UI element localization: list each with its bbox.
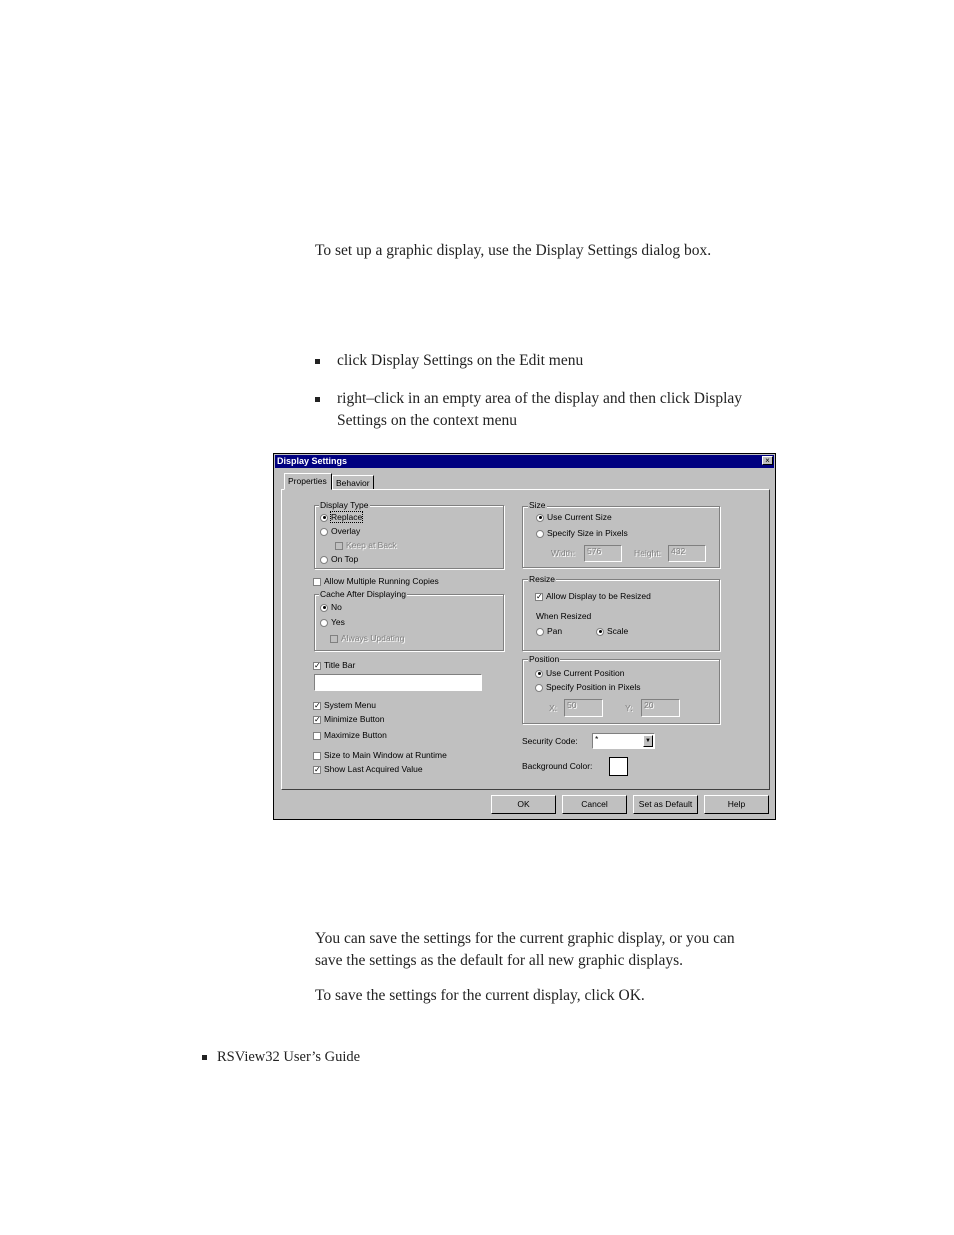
bullet-icon (315, 359, 320, 364)
allow-multiple-checkbox[interactable]: Allow Multiple Running Copies (313, 576, 439, 587)
cache-yes-radio[interactable]: Yes (320, 617, 345, 628)
background-color-label: Background Color: (522, 761, 593, 771)
set-as-default-button[interactable]: Set as Default (633, 795, 698, 814)
display-settings-dialog (273, 453, 776, 820)
height-input[interactable]: 432 (668, 545, 706, 562)
width-label: Width: (551, 548, 576, 558)
y-label: Y: (625, 703, 633, 713)
maximize-button-checkbox[interactable]: Maximize Button (313, 730, 387, 741)
bullet-item: click Display Settings on the Edit menu (337, 352, 584, 369)
bullet-item: right–click in an empty area of the display and then click Display (337, 390, 743, 407)
background-color-swatch[interactable] (609, 757, 628, 776)
tab-properties[interactable]: Properties (284, 473, 332, 490)
minimize-button-checkbox[interactable]: ✓ Minimize Button (314, 714, 385, 724)
paragraph-line: save the settings as the default for all new graphic displays. (315, 952, 684, 969)
security-code-select[interactable]: * ▼ (592, 733, 655, 749)
group-label: Resize (529, 574, 555, 584)
show-last-value-checkbox[interactable]: ✓ Show Last Acquired Value (314, 764, 423, 774)
replace-radio[interactable]: Replace (320, 512, 362, 523)
paragraph: To save the settings for the current display, click OK. (315, 987, 645, 1004)
paragraph-line: You can save the settings for the current graphic display, or you can (315, 930, 735, 947)
intro-text: To set up a graphic display, use the Display Settings dialog box. (315, 242, 712, 259)
security-code-label: Security Code: (522, 736, 578, 746)
cache-no-radio[interactable]: No (320, 602, 342, 613)
pan-radio[interactable]: Pan (536, 626, 562, 637)
tab-behavior[interactable]: Behavior (332, 475, 374, 490)
specify-size-radio[interactable]: Specify Size in Pixels (536, 528, 628, 539)
title-bar-checkbox[interactable]: ✓ Title Bar (314, 660, 356, 670)
footer-text: RSView32 User’s Guide (217, 1049, 361, 1065)
ok-button[interactable]: OK (491, 795, 556, 814)
x-label: X: (549, 703, 558, 713)
y-input[interactable]: 20 (641, 699, 680, 717)
keep-at-back-checkbox[interactable]: Keep at Back (335, 540, 397, 551)
group-label: Position (529, 654, 560, 664)
when-resized-label: When Resized (536, 611, 592, 621)
group-label: Cache After Displaying (320, 589, 406, 599)
allow-resize-checkbox[interactable]: ✓ Allow Display to be Resized (536, 591, 651, 601)
close-icon[interactable]: × (762, 456, 773, 465)
scale-radio[interactable]: Scale (596, 626, 628, 637)
chevron-down-icon[interactable]: ▼ (643, 735, 653, 747)
group-label: Size (529, 500, 546, 510)
footer-bullet-icon (202, 1055, 207, 1060)
dialog-title: Display Settings (275, 455, 774, 468)
x-input[interactable]: 50 (564, 699, 603, 717)
width-input[interactable]: 576 (584, 545, 622, 562)
title-bar-input[interactable] (314, 674, 482, 691)
help-button[interactable]: Help (704, 795, 769, 814)
always-updating-checkbox[interactable]: Always Updating (330, 633, 404, 644)
bullet-icon (315, 397, 320, 402)
specify-position-radio[interactable]: Specify Position in Pixels (535, 682, 641, 693)
size-to-main-checkbox[interactable]: Size to Main Window at Runtime (313, 750, 447, 761)
group-label: Display Type (320, 500, 369, 510)
on-top-radio[interactable]: On Top (320, 554, 358, 565)
use-current-position-radio[interactable]: Use Current Position (535, 668, 624, 679)
cancel-button[interactable]: Cancel (562, 795, 627, 814)
overlay-radio[interactable]: Overlay (320, 526, 360, 537)
system-menu-checkbox[interactable]: ✓ System Menu (314, 700, 376, 710)
height-label: Height: (634, 548, 661, 558)
bullet-item-cont: Settings on the context menu (337, 412, 517, 429)
use-current-size-radio[interactable]: Use Current Size (536, 512, 612, 523)
